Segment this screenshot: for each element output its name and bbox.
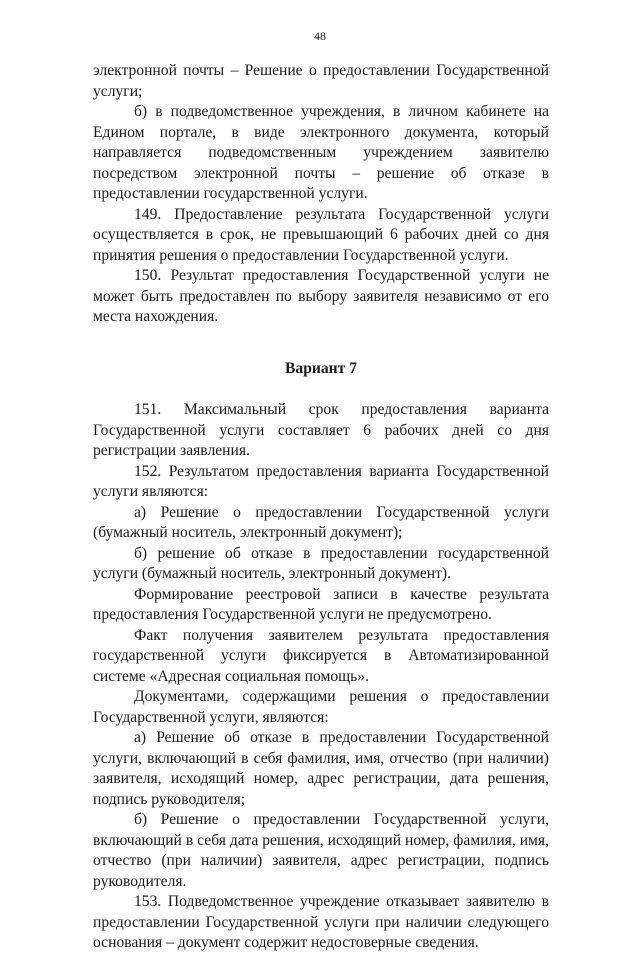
page-number: 48	[314, 29, 326, 43]
paragraph-149: 149. Предоставление результата Государственной услуги осуществляется в срок, не превышающий 6 рабочих дней со дня принятия решения о предоставлении Государственной услуги.	[93, 205, 549, 264]
paragraph-151: 151. Максимальный срок предоставления варианта Государственной услуги составляет 6 рабочих дней со дня регистрации заявления.	[93, 401, 549, 459]
paragraph-152: 152. Результатом предоставления варианта Государственной услуги являются:	[93, 462, 549, 500]
paragraph-152-a: а) Решение о предоставлении Государственной услуги (бумажный носитель, электронный документ);	[93, 503, 549, 541]
document-body	[93, 61, 549, 954]
paragraph-receipt-fact: Факт получения заявителем результата предоставления государственной услуги фиксируется в Автоматизированной системе «Адресная социальная помощь».	[93, 626, 549, 685]
paragraph-continuation: электронной почты – Решение о предоставлении Государственной услуги;	[93, 62, 549, 100]
paragraph-documents-a: а) Решение об отказе в предоставлении Государственной услуги, включающий в себя фамилия, имя, отчество (при наличии) заявителя, исходящий номер, адрес регистрации, дата решения, подпись руководителя;	[93, 729, 549, 808]
section-heading: Вариант 7	[285, 359, 357, 377]
paragraph-152-b: б) решение об отказе в предоставлении государственной услуги (бумажный носитель, электронный документ).	[93, 544, 549, 582]
paragraph-150: 150. Результат предоставления Государственной услуги не может быть предоставлен по выбору заявителя независимо от его места нахождения.	[93, 267, 549, 325]
paragraph-registry-record: Формирование реестровой записи в качестве результата предоставления Государственной услуги не предусмотрено.	[93, 585, 549, 623]
paragraph-documents-b: б) Решение о предоставлении Государственной услуги, включающий в себя дата решения, исходящий номер, фамилия, имя, отчество (при наличии) заявителя, адрес регистрации, подпись руководителя.	[93, 811, 549, 890]
paragraph-decision-documents: Документами, содержащими решения о предоставлении Государственной услуги, являются:	[93, 688, 549, 726]
paragraph-153: 153. Подведомственное учреждение отказывает заявителю в предоставлении Государственной услуги при наличии следующего основания – документ содержит недостоверные сведения.	[93, 893, 549, 951]
paragraph-item-b: б) в подведомственное учреждения, в личном кабинете на Едином портале, в виде электронного документа, который направляется подведомственным учреждением заявителю посредством электронной почты – решение об отказе в предоставлении государственной услуги.	[93, 103, 549, 202]
